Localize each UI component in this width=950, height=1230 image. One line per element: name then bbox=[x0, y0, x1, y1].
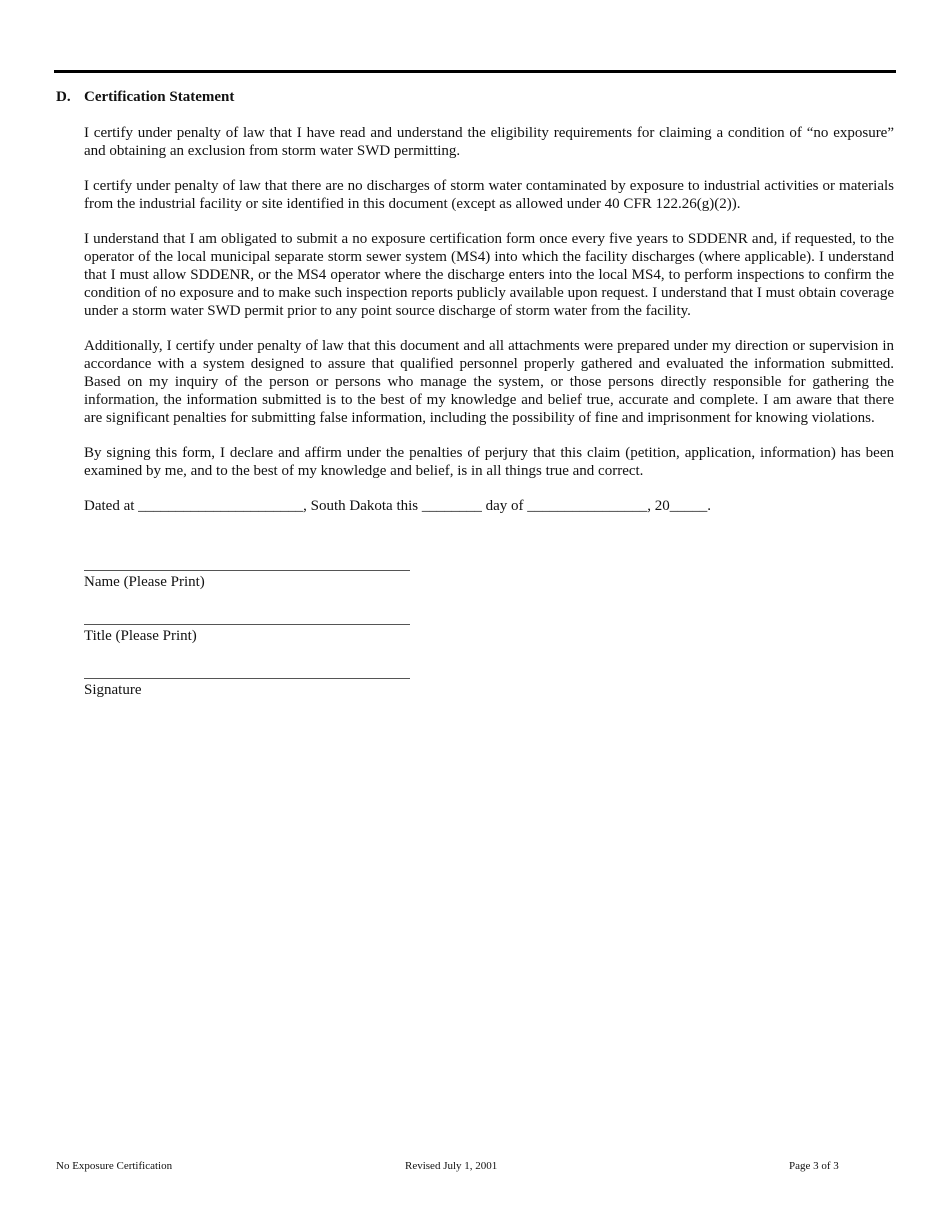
paragraph-obligations: I understand that I am obligated to submit a no exposure certification form once every five years to SDDENR and, if requested, to the operator of the local municipal separate storm sewer system (MS4) into which the facility discharges (where applicable). I understand that I must allow SDDENR, or the MS4 operator where the discharge enters into the local MS4, to perform inspections to confirm the condition of no exposure and to make such inspection reports publicly available upon request. I understand that I must obtain coverage under a storm water SWD permit prior to any point source discharge of storm water from the facility. bbox=[84, 231, 894, 319]
section-heading bbox=[56, 88, 234, 106]
certification-body bbox=[84, 124, 894, 515]
title-signature-line[interactable] bbox=[84, 624, 410, 625]
footer-page-number: Page 3 of 3 bbox=[789, 1160, 839, 1172]
title-label: Title (Please Print) bbox=[84, 628, 197, 644]
signature-field[interactable] bbox=[84, 678, 410, 699]
paragraph-eligibility: I certify under penalty of law that I have read and understand the eligibility requirements for claiming a condition of “no exposure” and obtaining an exclusion from storm water SWD permitting. bbox=[84, 125, 894, 159]
paragraph-supervision: Additionally, I certify under penalty of law that this document and all attachments were prepared under my direction or supervision in accordance with a system designed to assure that qualified personnel properly gathered and evaluated the information submitted. Based on my inquiry of the person or persons who manage the system, or those persons directly responsible for gathering the information, the information submitted is to the best of my knowledge and belief true, accurate and complete. I am aware that there are significant penalties for submitting false information, including the possibility of fine and imprisonment for knowing violations. bbox=[84, 338, 894, 426]
paragraph-perjury: By signing this form, I declare and affirm under the penalties of perjury that this claim (petition, application, information) has been examined by me, and to the best of my knowledge and belief, is in all things true and correct. bbox=[84, 445, 894, 479]
section-letter: D. bbox=[56, 89, 71, 105]
footer-revision-date: Revised July 1, 2001 bbox=[405, 1160, 498, 1172]
section-title: Certification Statement bbox=[84, 89, 235, 105]
header-rule bbox=[54, 70, 896, 73]
paragraph-no-discharges: I certify under penalty of law that there are no discharges of storm water contaminated by exposure to industrial activities or materials from the industrial facility or site identified in this document (except as allowed under 40 CFR 122.26(g)(2)). bbox=[84, 178, 894, 212]
name-signature-line[interactable] bbox=[84, 570, 410, 571]
signature-line[interactable] bbox=[84, 678, 410, 679]
footer-document-name: No Exposure Certification bbox=[56, 1160, 173, 1172]
name-label: Name (Please Print) bbox=[84, 574, 205, 590]
title-field[interactable] bbox=[84, 624, 410, 645]
name-field[interactable] bbox=[84, 570, 410, 591]
signature-label: Signature bbox=[84, 682, 142, 698]
dated-line[interactable]: Dated at ______________________, South Dakota this ________ day of ________________, 20_____. bbox=[84, 498, 712, 514]
